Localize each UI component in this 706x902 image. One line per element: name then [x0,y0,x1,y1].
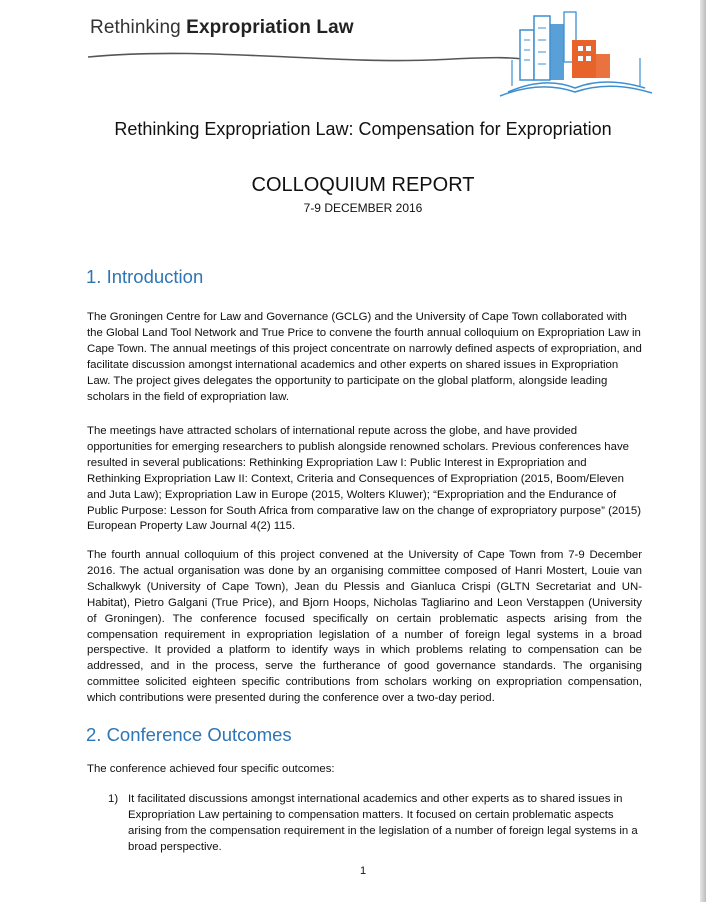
intro-paragraph-2: The meetings have attracted scholars of international repute across the globe, and have provided opportunities for emerging researchers to publish alongside renowned scholars. Previous conferences have resulted in several publications: Rethinking Expropriation Law I: Public Interest in Expropriation and Rethinking Expropriation Law II: Context, Criteria and Consequences of Expropriation (2015, Boom/Eleven and Juta Law); Expropriation Law in Europe (2015, Wolters Kluwer); “Expropriation and the Endurance of Public Purpose: Lesson for South Africa from comparative law on the change of expropriatory purpose” (2015) European Property Law Journal 4(2) 115. [87,425,642,533]
list-item-text: It facilitated discussions amongst international academics and other experts as to shared issues in Expropriation Law pertaining to compensation matters. It focused on certain problematic aspects arising from the compensation requirement in the legislation of a number of foreign legal systems in a broad perspective. [128,793,638,853]
page-number: 1 [359,865,367,877]
intro-paragraph-3: The fourth annual colloquium of this project convened at the University of Cape Town from 7-9 December 2016. The actual organisation was done by an organising committee composed of Hanri Mostert, Louie van Schalkwyk (University of Cape Town), Jean du Plessis and Gianluca Crispi (GLTN Secretariat and UN-Habitat), Pietro Galgani (True Price), and Bjorn Hoops, Nicholas Tagliarino and Leon Verstappen (University of Groningen). The conference focused specifically on certain problematic aspects arising from the compensation requirement in expropriation legislation of a number of foreign legal systems in a broad perspective. It provided a platform to identify ways in which problems relating to compensation can be addressed, and in the process, serve the furtherance of good governance standards. The organising committee solicited eighteen specific contributions from scholars working on expropriation compensation, which contributions were presented during the conference over a two-day period. [87,549,642,705]
outcomes-intro-paragraph: The conference achieved four specific outcomes: [87,763,335,775]
logo-icon [500,12,652,96]
list-item-number: 1) [108,793,119,805]
brand-light-text: Rethinking [90,17,181,38]
report-date: 7-9 DECEMBER 2016 [303,201,423,215]
brand-wordmark [90,17,354,39]
header-swoosh-line [88,53,540,62]
report-title: COLLOQUIUM REPORT [251,174,475,196]
document-header [0,0,700,110]
section-heading-conference-outcomes: 2. Conference Outcomes [86,724,292,745]
section-heading-introduction: 1. Introduction [86,266,204,287]
intro-paragraph-1: The Groningen Centre for Law and Governance (GCLG) and the University of Cape Town collaborated with the Global Land Tool Network and True Price to convene the fourth annual colloquium on Expropriation Law in Cape Town. The annual meetings of this project concentrate on narrowly defined aspects of expropriation, and facilitate discussion amongst international academics and other experts on shared issues in Expropriation Law. The project gives delegates the opportunity to participate on the global platform, alongside leading scholars in the field of expropriation law. [87,311,642,403]
document-title: Rethinking Expropriation Law: Compensation for Expropriation [114,119,612,139]
brand-bold-text: Expropriation Law [186,17,354,38]
